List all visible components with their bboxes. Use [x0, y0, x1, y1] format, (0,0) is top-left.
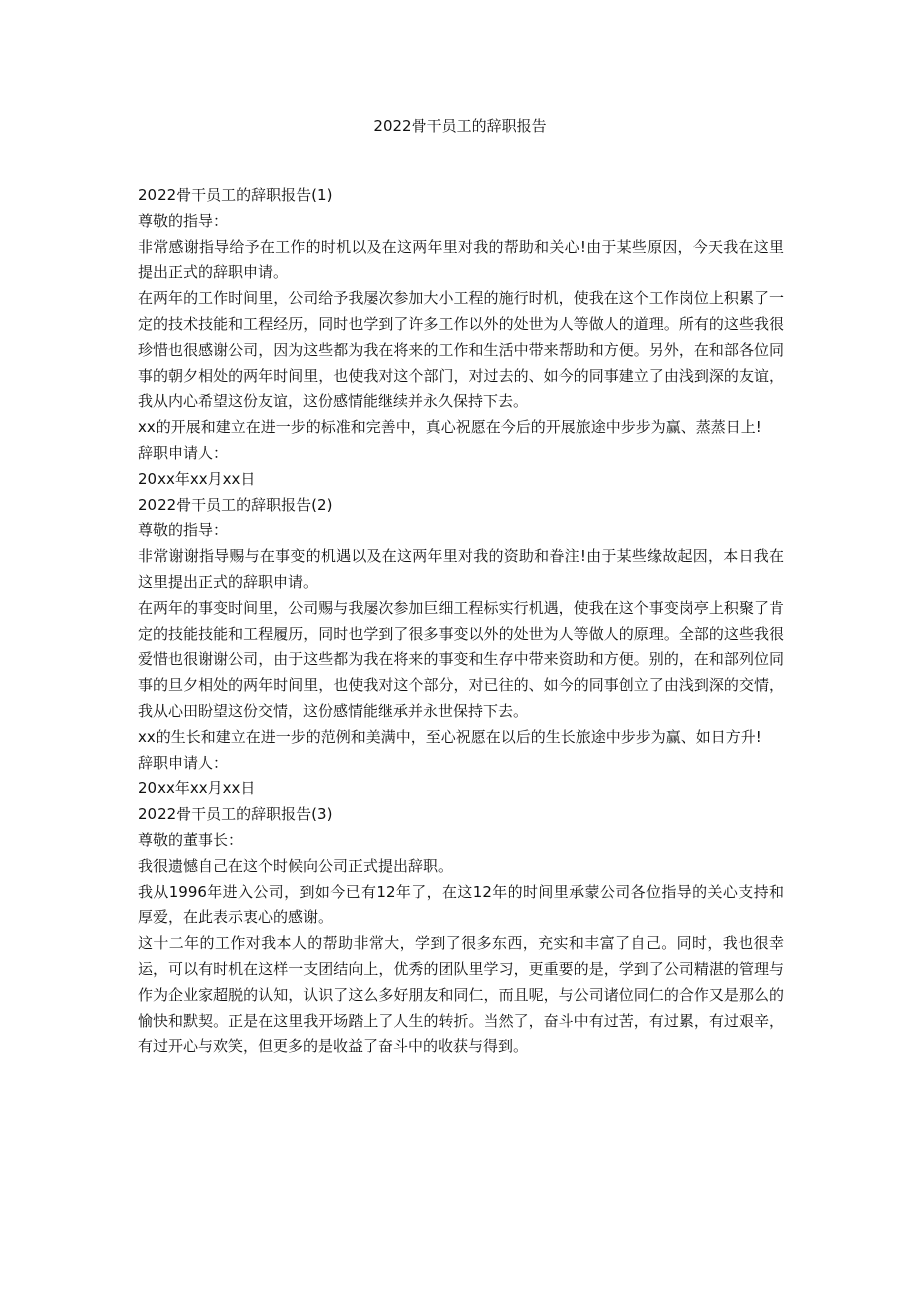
paragraph: xx的开展和建立在进一步的标准和完善中，真心祝愿在今后的开展旅途中步步为赢、蒸蒸日上!: [138, 418, 762, 437]
paragraph: 在两年的工作时间里，公司给予我屡次参加大小工程的施行时机，使我在这个工作岗位上积累了一定的技术技能和工程经历，同时也学到了许多工作以外的处世为人等做人的道理。所有的这些我很珍惜也很感谢公司，因为这些都为我在将来的工作和生活中带来帮助和方便。另外，在和部各位同事的朝夕相处的两年时间里，也使我对这个部门，对过去的、如今的同事建立了由浅到深的友谊，我从内心希望这份友谊，这份感情能继续并永久保持下去。: [138, 289, 784, 411]
applicant-label: 辞职申请人：: [138, 753, 229, 772]
date-line: 20xx年xx月xx日: [138, 469, 256, 488]
document-body: [138, 183, 784, 1060]
paragraph: 在两年的事变时间里，公司赐与我屡次参加巨细工程标实行机遇，使我在这个事变岗亭上积聚了肯定的技能技能和工程履历，同时也学到了很多事变以外的处世为人等做人的原理。全部的这些我很爱惜也很谢谢公司，由于这些都为我在将来的事变和生存中带来资助和方便。别的，在和部列位同事的旦夕相处的两年时间里，也使我对这个部分，对已往的、如今的同事创立了由浅到深的交情，我从心田盼望这份交情，这份感情能继承并永世保持下去。: [138, 598, 784, 720]
salutation: 尊敬的董事长：: [138, 830, 244, 849]
section-heading-1: 2022骨干员工的辞职报告(1): [138, 186, 333, 204]
paragraph: 非常谢谢指导赐与在事变的机遇以及在这两年里对我的资助和眷注!由于某些缘故起因，本日我在这里提出正式的辞职申请。: [138, 547, 784, 591]
paragraph: 这十二年的工作对我本人的帮助非常大，学到了很多东西，充实和丰富了自己。同时，我也很幸运，可以有时机在这样一支团结向上，优秀的团队里学习，更重要的是，学到了公司精湛的管理与作为企业家超脱的认知，认识了这么多好朋友和同仁，而且呢，与公司诸位同仁的合作又是那么的愉快和默契。正是在这里我开场踏上了人生的转折。当然了，奋斗中有过苦，有过累，有过艰辛，有过开心与欢笑，但更多的是收益了奋斗中的收获与得到。: [138, 934, 784, 1056]
section-heading-2: 2022骨干员工的辞职报告(2): [138, 495, 333, 514]
document-title: 2022骨干员工的辞职报告: [373, 117, 547, 135]
paragraph: 我从1996年进入公司，到如今已有12年了，在这12年的时间里承蒙公司各位指导的关心支持和厚爱，在此表示衷心的感谢。: [138, 882, 784, 927]
salutation: 尊敬的指导：: [138, 521, 229, 540]
paragraph: 我很遗憾自己在这个时候向公司正式提出辞职。: [138, 856, 454, 875]
applicant-label: 辞职申请人：: [138, 443, 229, 462]
salutation: 尊敬的指导：: [138, 211, 229, 230]
paragraph: 非常感谢指导给予在工作的时机以及在这两年里对我的帮助和关心!由于某些原因，今天我在这里提出正式的辞职申请。: [138, 237, 784, 282]
section-heading-3: 2022骨干员工的辞职报告(3): [138, 805, 333, 824]
paragraph: xx的生长和建立在进一步的范例和美满中，至心祝愿在以后的生长旅途中步步为赢、如日方升!: [138, 727, 762, 746]
date-line: 20xx年xx月xx日: [138, 779, 256, 798]
